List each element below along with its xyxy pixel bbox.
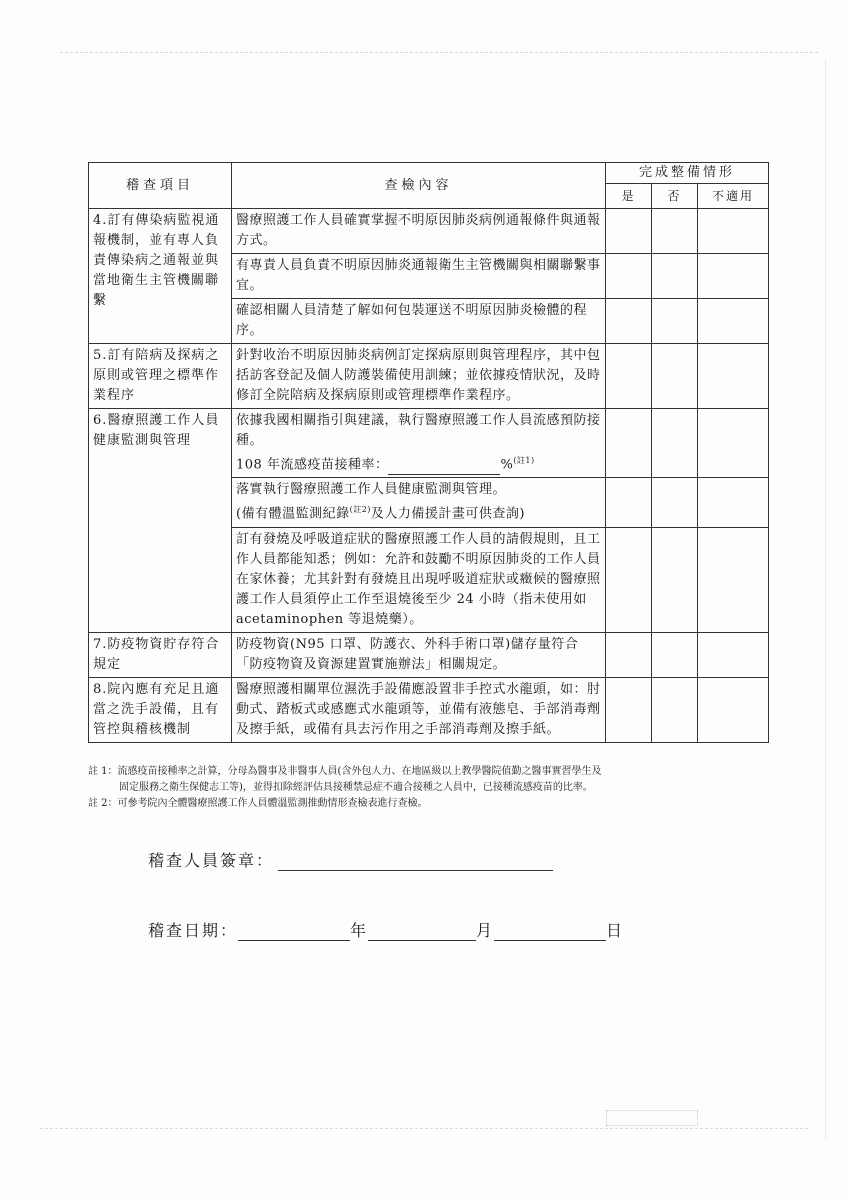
check-na-4-3[interactable] xyxy=(698,299,769,344)
check-na-6-2[interactable] xyxy=(698,478,769,527)
item-4: 4.訂有傳染病監視通報機制，並有專人負責傳染病之通報並與當地衛生主管機關聯繫 xyxy=(89,209,232,344)
check-yes-7-1[interactable] xyxy=(606,632,652,677)
table-row xyxy=(89,344,769,409)
header-status: 完成整備情形 xyxy=(606,163,769,184)
content-6-1 xyxy=(232,409,606,478)
month-blank[interactable] xyxy=(368,922,476,941)
vaccine-rate-unit: % xyxy=(500,457,514,473)
temp-note-suffix: 及人力備援計畫可供查詢) xyxy=(370,506,525,522)
date-section xyxy=(148,918,624,941)
item-7: 7.防疫物資貯存符合規定 xyxy=(89,632,232,677)
check-na-5-1[interactable] xyxy=(698,344,769,409)
check-yes-6-1[interactable] xyxy=(606,409,652,478)
content-6-2 xyxy=(232,478,606,527)
check-no-4-3[interactable] xyxy=(652,299,698,344)
note2: 註 2：可參考院內全體醫療照護工作人員體溫監測推動情形查檢表進行查檢。 xyxy=(88,798,428,809)
signature-label: 稽查人員簽章： xyxy=(148,851,275,870)
content-4-3: 確認相關人員清楚了解如何包裝運送不明原因肺炎檢體的程序。 xyxy=(232,299,606,344)
faint-stamp-box xyxy=(606,1110,698,1126)
signature-line[interactable] xyxy=(278,852,553,871)
month-label: 月 xyxy=(476,921,495,940)
table-row xyxy=(89,409,769,478)
check-na-8-1[interactable] xyxy=(698,677,769,742)
check-na-7-1[interactable] xyxy=(698,632,769,677)
table-header-row xyxy=(89,163,769,184)
check-yes-8-1[interactable] xyxy=(606,677,652,742)
note1-line1: 註 1：流感疫苗接種率之計算，分母為醫事及非醫事人員(含外包人力、在地區級以上教學醫院值勤之醫事實習學生及 xyxy=(88,766,602,777)
check-no-6-2[interactable] xyxy=(652,478,698,527)
vaccine-rate-blank[interactable] xyxy=(388,460,500,475)
check-na-6-3[interactable] xyxy=(698,527,769,632)
vaccine-rate-label: 108 年流感疫苗接種率： xyxy=(236,457,389,473)
header-no: 否 xyxy=(652,184,698,209)
check-na-6-1[interactable] xyxy=(698,409,769,478)
item-6: 6.醫療照護工作人員健康監測與管理 xyxy=(89,409,232,633)
check-no-6-1[interactable] xyxy=(652,409,698,478)
footnotes xyxy=(88,764,788,812)
header-yes: 是 xyxy=(606,184,652,209)
content-5-1: 針對收治不明原因肺炎病例訂定探病原則與管理程序，其中包括訪客登記及個人防護裝備使用訓練；並依據疫情狀況，及時修訂全院陪病及探病原則或管理標準作業程序。 xyxy=(232,344,606,409)
scan-artifact-bottom xyxy=(40,1128,808,1129)
content-7-1: 防疫物資(N95 口罩、防護衣、外科手術口罩)儲存量符合「防疫物資及資源建置實施辦法」相關規定。 xyxy=(232,632,606,677)
item-8: 8.院內應有充足且適當之洗手設備，且有管控與稽核機制 xyxy=(89,677,232,742)
check-no-4-1[interactable] xyxy=(652,209,698,254)
check-no-7-1[interactable] xyxy=(652,632,698,677)
content-4-1: 醫療照護工作人員確實掌握不明原因肺炎病例通報條件與通報方式。 xyxy=(232,209,606,254)
table-row xyxy=(89,209,769,254)
check-yes-4-2[interactable] xyxy=(606,254,652,299)
scan-artifact-top xyxy=(60,52,818,53)
content-6-1-text: 依據我國相關指引與建議，執行醫療照護工作人員流感預防接種。 xyxy=(236,413,601,448)
table-row xyxy=(89,632,769,677)
note1-line2: 固定服務之衛生保健志工等)，並得扣除經評估具接種禁忌症不適合接種之人員中，已接種流感疫苗的比率。 xyxy=(119,782,593,793)
check-yes-4-3[interactable] xyxy=(606,299,652,344)
header-content: 查檢內容 xyxy=(232,163,606,209)
audit-checklist-table xyxy=(88,162,769,743)
header-item: 稽查項目 xyxy=(89,163,232,209)
check-no-6-3[interactable] xyxy=(652,527,698,632)
check-na-4-2[interactable] xyxy=(698,254,769,299)
scan-artifact-right xyxy=(825,60,826,1140)
content-8-1: 醫療照護相關單位濕洗手設備應設置非手控式水龍頭，如：肘動式、踏板式或感應式水龍頭等，並備有液態皂、手部消毒劑及擦手紙，或備有具去污作用之手部消毒劑及擦手紙。 xyxy=(232,677,606,742)
header-na: 不適用 xyxy=(698,184,769,209)
check-no-8-1[interactable] xyxy=(652,677,698,742)
check-na-4-1[interactable] xyxy=(698,209,769,254)
date-label: 稽查日期： xyxy=(148,921,239,940)
year-blank[interactable] xyxy=(238,922,350,941)
check-yes-4-1[interactable] xyxy=(606,209,652,254)
note2-mark: (註2) xyxy=(349,505,371,515)
check-yes-5-1[interactable] xyxy=(606,344,652,409)
temp-note-prefix: (備有體溫監測紀錄 xyxy=(236,506,350,522)
day-blank[interactable] xyxy=(494,922,606,941)
signature-section xyxy=(148,848,553,871)
content-6-2-text: 落實執行醫療照護工作人員健康監測與管理。 xyxy=(236,482,507,498)
check-no-5-1[interactable] xyxy=(652,344,698,409)
check-no-4-2[interactable] xyxy=(652,254,698,299)
check-yes-6-2[interactable] xyxy=(606,478,652,527)
note1-mark: (註1) xyxy=(513,456,535,465)
year-label: 年 xyxy=(350,921,369,940)
content-4-2: 有專責人員負責不明原因肺炎通報衛生主管機關與相關聯繫事宜。 xyxy=(232,254,606,299)
check-yes-6-3[interactable] xyxy=(606,527,652,632)
item-5: 5.訂有陪病及探病之原則或管理之標準作業程序 xyxy=(89,344,232,409)
content-6-3: 訂有發燒及呼吸道症狀的醫療照護工作人員的請假規則，且工作人員都能知悉；例如：允許和鼓勵不明原因肺炎的工作人員在家休養；尤其針對有發燒且出現呼吸道症狀或癥候的醫療照護工作人員須停止工作至退燒後至少 24 小時（指未使用如 acetaminophen 等退燒藥）。 xyxy=(232,527,606,632)
day-label: 日 xyxy=(606,921,625,940)
table-row xyxy=(89,677,769,742)
